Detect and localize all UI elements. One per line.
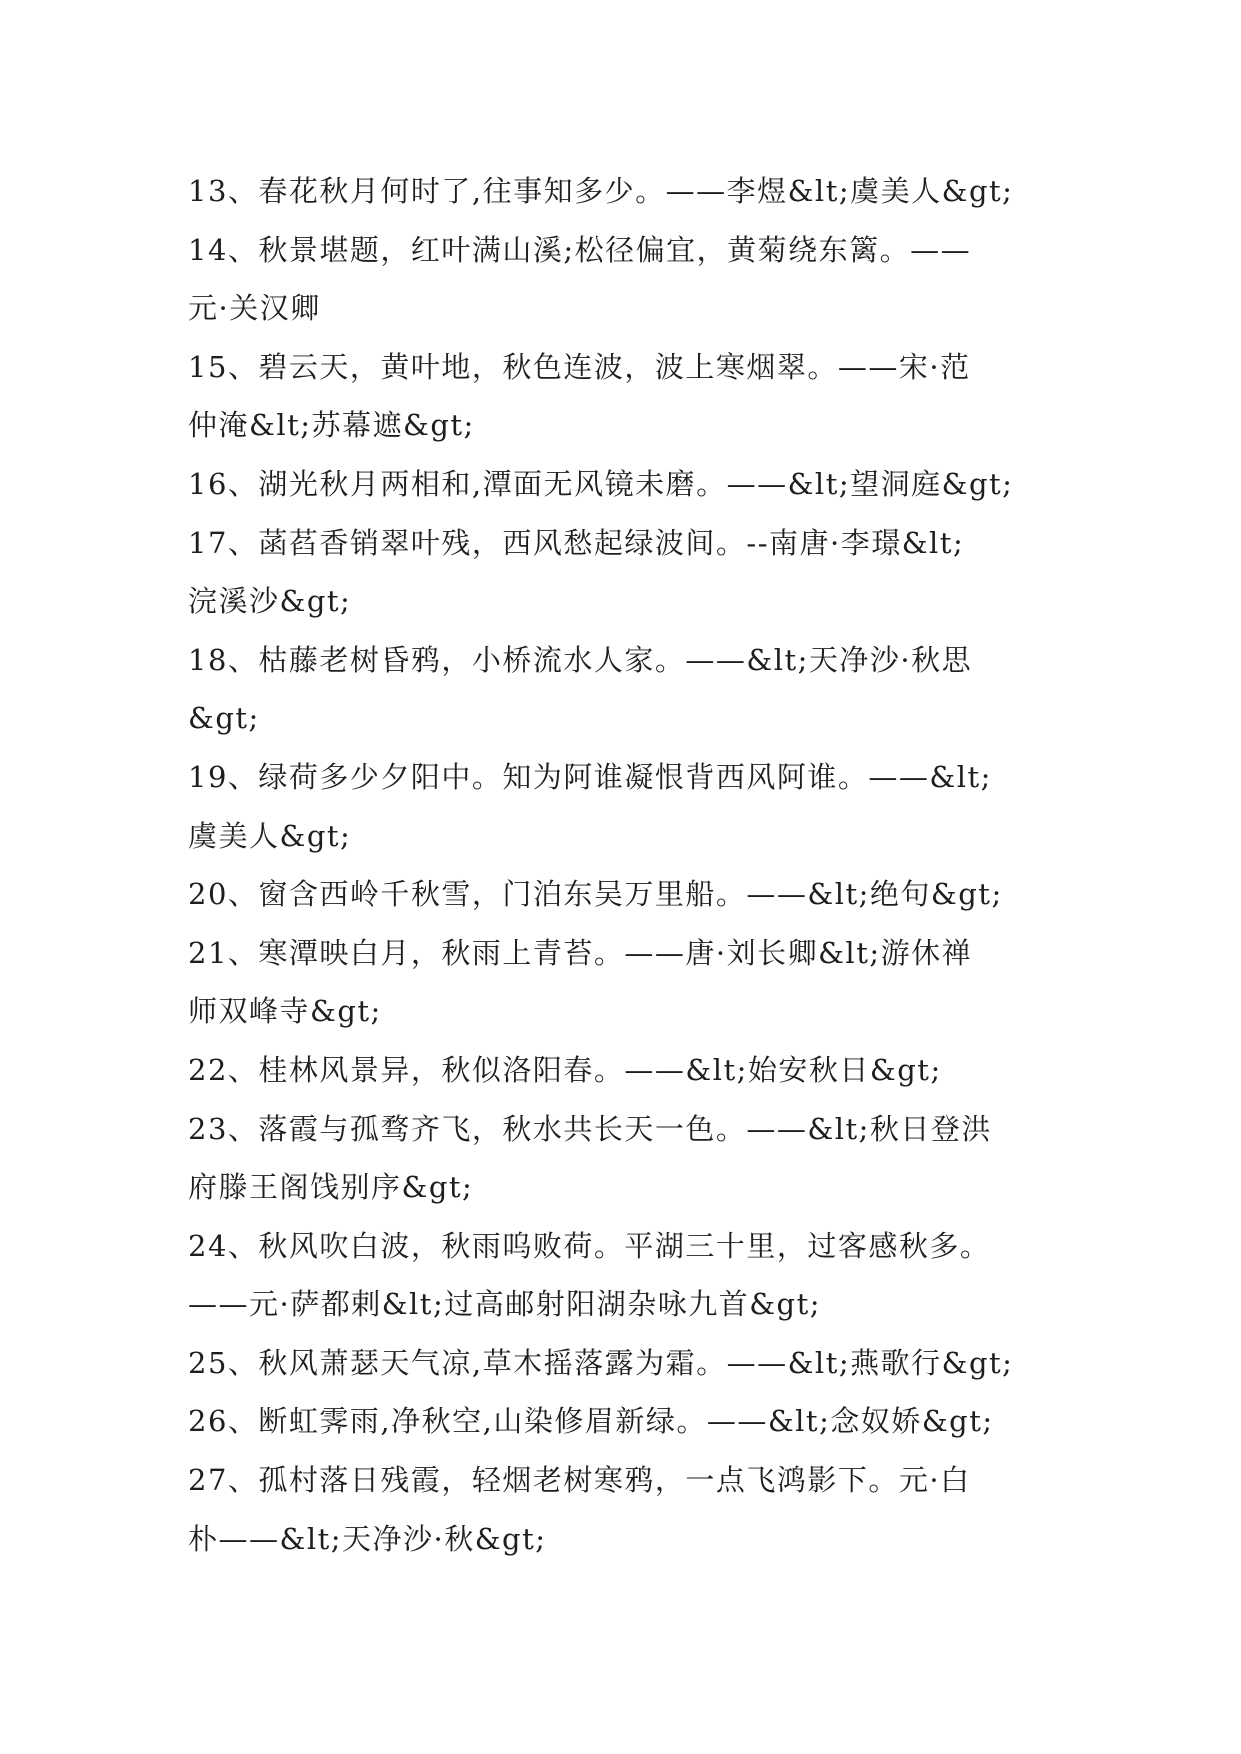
- text-line: 17、菡萏香销翠叶残，西风愁起绿波间。--南唐·李璟&lt;: [188, 525, 965, 560]
- text-line: 27、孤村落日残霞，轻烟老树寒鸦，一点飞鸿影下。元·白: [188, 1463, 971, 1498]
- text-line: 浣溪沙&gt;: [188, 584, 352, 619]
- text-line: ——元·萨都剌&lt;过高邮射阳湖杂咏九首&gt;: [188, 1287, 822, 1322]
- text-line: 24、秋风吹白波，秋雨呜败荷。平湖三十里，过客感秋多。: [188, 1228, 991, 1263]
- text-line: 16、湖光秋月两相和,潭面无风镜未磨。——&lt;望洞庭&gt;: [188, 466, 1014, 501]
- text-line: 虞美人&gt;: [188, 818, 352, 853]
- text-line: 19、绿荷多少夕阳中。知为阿谁凝恨背西风阿谁。——&lt;: [188, 759, 992, 794]
- text-line: 元·关汉卿: [188, 291, 321, 326]
- text-line: 25、秋风萧瑟天气凉,草木摇落露为霜。——&lt;燕歌行&gt;: [188, 1345, 1014, 1380]
- text-line: 23、落霞与孤骛齐飞，秋水共长天一色。——&lt;秋日登洪: [188, 1111, 992, 1146]
- text-line: 21、寒潭映白月，秋雨上青苔。——唐·刘长卿&lt;游休禅: [188, 935, 973, 970]
- text-line: 14、秋景堪题，红叶满山溪;松径偏宜，黄菊绕东篱。——: [188, 232, 972, 267]
- text-line: 20、窗含西岭千秋雪，门泊东吴万里船。——&lt;绝句&gt;: [188, 877, 1003, 912]
- text-line: 仲淹&lt;苏幕遮&gt;: [188, 408, 475, 443]
- text-line: 15、碧云天，黄叶地，秋色连波，波上寒烟翠。——宋·范: [188, 349, 971, 384]
- text-line: 26、断虹霁雨,净秋空,山染修眉新绿。——&lt;念奴娇&gt;: [188, 1404, 994, 1439]
- text-line: 18、枯藤老树昏鸦，小桥流水人家。——&lt;天净沙·秋思: [188, 642, 973, 677]
- text-line: &gt;: [188, 701, 260, 736]
- text-line: 22、桂林风景异，秋似洛阳春。——&lt;始安秋日&gt;: [188, 1052, 942, 1087]
- poem-quote-list: [188, 162, 1068, 1568]
- text-line: 师双峰寺&gt;: [188, 994, 382, 1029]
- text-line: 13、春花秋月何时了,往事知多少。——李煜&lt;虞美人&gt;: [188, 174, 1014, 208]
- text-line: 朴——&lt;天净沙·秋&gt;: [188, 1521, 547, 1556]
- text-line: 府滕王阁饯别序&gt;: [188, 1170, 474, 1205]
